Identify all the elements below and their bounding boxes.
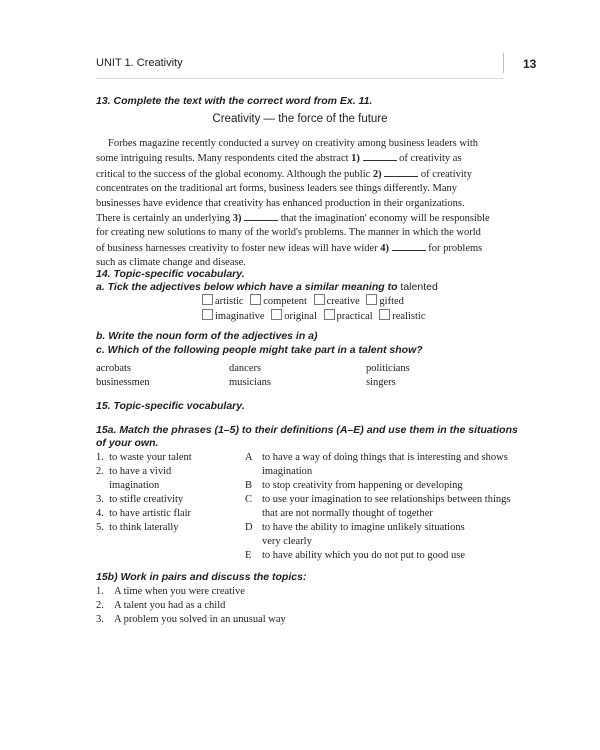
gap-number: 3): [232, 213, 242, 225]
page-number: 13: [523, 57, 537, 71]
definition-line: to stop creativity from happening or developing: [262, 480, 463, 491]
ex14a-instruction: [96, 281, 438, 293]
paragraph-line: critical to the success of the global economy. Although the public 2) of creativity: [96, 168, 472, 180]
gap-fill-paragraph: [96, 137, 508, 271]
adjective-creative: creative: [326, 296, 363, 307]
definition-letters: [245, 451, 257, 563]
header-rule: [96, 78, 504, 79]
topic-item: [96, 585, 286, 599]
answer-blank[interactable]: [392, 241, 426, 251]
checkbox[interactable]: [314, 294, 325, 305]
definition-letter: D: [245, 522, 253, 533]
topic-number: 2.: [96, 600, 104, 611]
checkbox[interactable]: [250, 294, 261, 305]
definition-letter: [245, 507, 257, 521]
text-title: Creativity — the force of the future: [212, 113, 388, 125]
ex14a-text: a. Tick the adjectives below which have a similar meaning to: [96, 281, 401, 293]
checkbox[interactable]: [271, 309, 282, 320]
adjective-artistic: artistic: [215, 296, 247, 307]
ex15a-instruction-line2: of your own.: [96, 437, 159, 449]
definition-letter: A: [245, 452, 253, 463]
definition-line: very clearly: [262, 536, 312, 547]
paragraph-line: for creating new solutions to many of the world's problems. The manner in which the world: [96, 227, 481, 239]
definition-line: to have a way of doing things that is interesting and shows: [262, 452, 508, 463]
paragraph-line: There is certainly an underlying 3) that the imagination' economy will be responsible: [96, 213, 490, 225]
ex14b-instruction: b. Write the noun form of the adjectives in a): [96, 330, 318, 342]
topic-text: A time when you were creative: [114, 586, 245, 597]
phrase-item: 2. to have a vivid: [96, 466, 172, 477]
definition-letter: B: [245, 480, 253, 491]
definition-line: to have ability which you do not put to good use: [262, 550, 465, 561]
definition-list: [262, 451, 512, 563]
definition-letter: C: [245, 494, 253, 505]
adjective-competent: competent: [263, 296, 310, 307]
phrase-item: 4. to have artistic flair: [96, 508, 192, 519]
definition-letter: [245, 535, 257, 549]
person-businessmen: businessmen: [96, 377, 150, 388]
person-dancers: dancers: [229, 363, 262, 374]
ex14c-instruction: c. Which of the following people might take part in a talent show?: [96, 344, 423, 356]
person-politicians: politicians: [366, 363, 410, 374]
topic-text: A problem you solved in an unusual way: [114, 614, 286, 625]
topic-number: 1.: [96, 586, 104, 597]
topic-text: A talent you had as a child: [114, 600, 226, 611]
checkbox[interactable]: [324, 309, 335, 320]
definition-line: to use your imagination to see relationships between things: [262, 494, 511, 505]
ex15a-instruction-line1: 15a. Match the phrases (1–5) to their definitions (A–E) and use them in the situations: [96, 424, 518, 436]
phrase-item: imagination: [96, 480, 160, 491]
answer-blank[interactable]: [384, 167, 418, 177]
ex13-heading: 13. Complete the text with the correct word from Ex. 11.: [96, 95, 373, 107]
paragraph-line: such as climate change and disease.: [96, 257, 246, 269]
person-musicians: musicians: [229, 377, 271, 388]
paragraph-line: concentrates on the traditional art forms, business leaders see things differently. Many: [96, 183, 457, 195]
definition-line: imagination: [262, 466, 313, 477]
people-column: [366, 362, 410, 390]
phrase-item: 5. to think laterally: [96, 522, 179, 533]
ex15-heading: 15. Topic-specific vocabulary.: [96, 400, 245, 412]
phrase-item: 3. to stifle creativity: [96, 494, 184, 505]
ex15b-instruction: 15b) Work in pairs and discuss the topics:: [96, 571, 307, 583]
phrase-list: [96, 451, 192, 535]
paragraph-line: of business harnesses creativity to foster new ideas will have wider 4) for problems: [96, 242, 483, 254]
checkbox[interactable]: [366, 294, 377, 305]
paragraph-line: some intriguing results. Many respondents cited the abstract 1) of creativity as: [96, 153, 462, 165]
definition-line: to have the ability to imagine unlikely situations: [262, 522, 465, 533]
adjective-row-2: [198, 309, 426, 322]
answer-blank[interactable]: [363, 151, 397, 161]
phrase-item: 1. to waste your talent: [96, 452, 192, 463]
answer-blank[interactable]: [244, 211, 278, 221]
definition-line: that are not normally thought of together: [262, 508, 433, 519]
people-column: [229, 362, 271, 390]
gap-number: 1): [351, 153, 360, 165]
topic-list: [96, 585, 286, 627]
topic-item: [96, 599, 286, 613]
adjective-original: original: [284, 311, 320, 322]
topic-item: [96, 613, 286, 627]
header-divider: [503, 53, 504, 73]
definition-letter: [245, 465, 257, 479]
adjective-practical: practical: [336, 311, 376, 322]
unit-title: UNIT 1. Creativity: [96, 57, 183, 69]
paragraph-line: businesses have evidence that creativity has enhanced production in their organizations.: [96, 197, 465, 209]
checkbox[interactable]: [202, 294, 213, 305]
checkbox[interactable]: [202, 309, 213, 320]
ex14-heading: 14. Topic-specific vocabulary.: [96, 268, 245, 280]
person-singers: singers: [366, 377, 396, 388]
adjective-gifted: gifted: [379, 296, 404, 307]
topic-number: 3.: [96, 614, 104, 625]
gap-number: 2): [372, 168, 382, 180]
adjective-imaginative: imaginative: [215, 311, 268, 322]
gap-number: 4): [380, 242, 390, 254]
adjective-row-1: [198, 294, 404, 307]
adjective-realistic: realistic: [392, 311, 426, 322]
person-acrobats: acrobats: [96, 363, 131, 374]
people-column: [96, 362, 150, 390]
ex14a-target-word: talented: [400, 281, 438, 293]
checkbox[interactable]: [379, 309, 390, 320]
definition-letter: E: [245, 550, 252, 561]
paragraph-line: Forbes magazine recently conducted a survey on creativity among business leaders with: [108, 138, 479, 149]
